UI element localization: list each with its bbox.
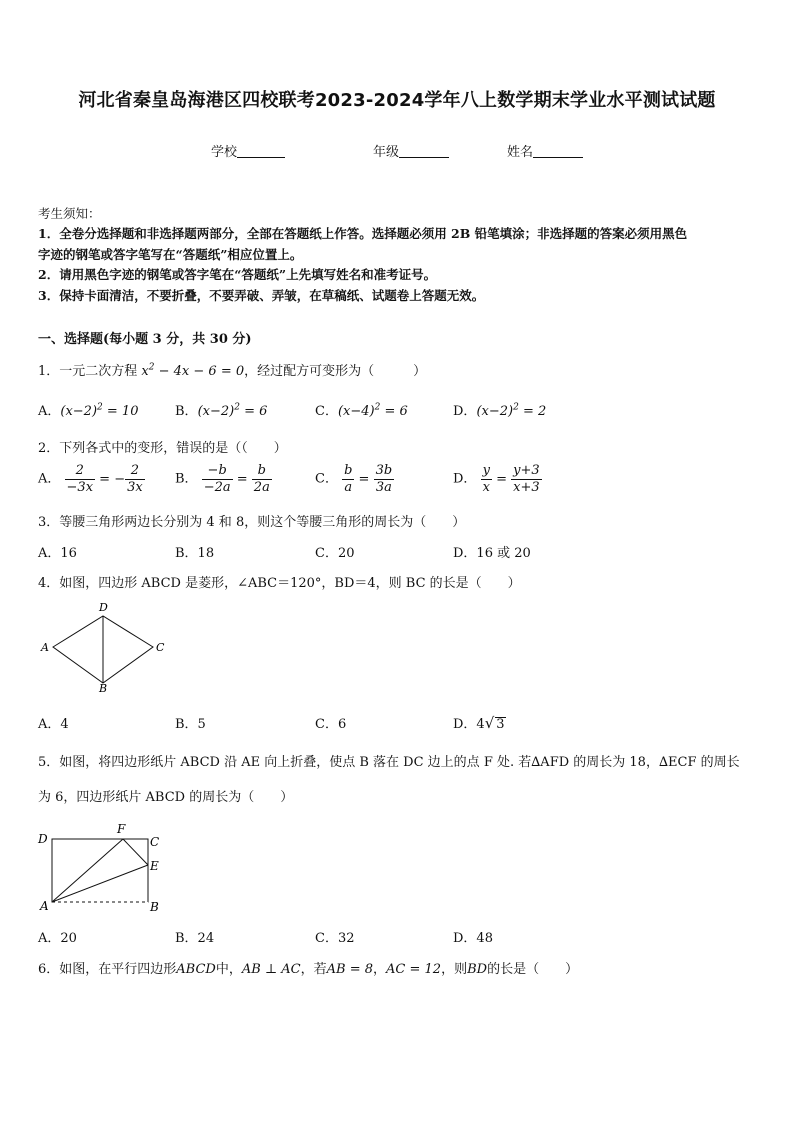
q1-option-d-math: $(x-2)^2 = 2$ xyxy=(476,402,547,419)
q2-option-c[interactable] xyxy=(315,463,394,495)
q1-option-a-label: A． xyxy=(38,404,61,419)
q1-suffix: ，经过配方可变形为（ ） xyxy=(244,364,427,379)
q6-suffix: 的长是（ ） xyxy=(487,962,579,977)
q4-option-d[interactable] xyxy=(453,713,506,732)
q6-ac: AC = 12 xyxy=(386,962,442,977)
question-2-stem: 2．下列各式中的变形，错误的是（（ ） xyxy=(38,441,287,456)
q5-option-c[interactable]: C．32 xyxy=(315,931,355,946)
segment-af xyxy=(52,839,123,902)
page-title: 河北省秦皇岛海港区四校联考2023-2024学年八上数学期末学业水平测试试题 xyxy=(78,90,716,111)
notice-item-2: 2．请用黑色字迹的钢笔或答字笔在“答题纸”上先填写姓名和准考证号。 xyxy=(38,267,437,282)
q3-option-c[interactable]: C．20 xyxy=(315,546,355,561)
q1-option-a-math: $(x-2)^2 = 10$ xyxy=(60,402,139,419)
q1-option-c-math: $(x-4)^2 = 6$ xyxy=(337,402,408,419)
label-b: B xyxy=(150,900,159,914)
notice-item-1b: 字迹的钢笔或答字笔写在“答题纸”相应位置上。 xyxy=(38,247,303,262)
q5-option-d[interactable]: D．48 xyxy=(453,931,493,946)
school-blank[interactable] xyxy=(237,144,285,158)
label-c: C xyxy=(156,641,165,654)
q2-option-b-math: $\frac{-b}{-2a}$ = $\frac{b}{2a}$ xyxy=(203,463,270,495)
q6-bd: BD xyxy=(467,962,488,977)
name-field xyxy=(507,141,583,160)
q4-option-d-prefix: D．4 xyxy=(453,717,485,732)
q6-mid3: ，则 xyxy=(441,962,468,977)
q4-option-b[interactable]: B．5 xyxy=(175,717,206,732)
notice-item-3: 3．保持卡面清洁，不要折叠，不要弄破、弄皱，在草稿纸、试题卷上答题无效。 xyxy=(38,288,485,303)
fold-figure xyxy=(36,820,166,915)
grade-field xyxy=(373,141,449,160)
notice-item-1a: 1．全卷分选择题和非选择题两部分，全部在答题纸上作答。选择题必须用 2B 铅笔填涂；非选择题的答案必须用黑色 xyxy=(38,226,688,241)
q1-equation: $x^2 - 4x - 6 = 0$ xyxy=(141,362,245,379)
name-label: 姓名 xyxy=(507,145,534,160)
label-a: A xyxy=(40,899,49,913)
q3-option-d[interactable]: D．16 或 20 xyxy=(453,546,531,561)
q1-option-b-label: B． xyxy=(175,404,198,419)
label-a: A xyxy=(41,641,49,654)
question-5-line-1: 5．如图，将四边形纸片 ABCD 沿 AE 向上折叠，使点 B 落在 DC 边上的点 F 处. 若∆AFD 的周长为 18，∆ECF 的周长 xyxy=(38,755,740,770)
notice-heading: 考生须知： xyxy=(38,206,101,221)
label-e: E xyxy=(150,859,159,873)
grade-blank[interactable] xyxy=(399,144,449,158)
q2-option-d[interactable] xyxy=(453,463,542,495)
question-4-stem: 4．如图，四边形 ABCD 是菱形，∠ABC＝120°，BD＝4，则 BC 的长是（ ） xyxy=(38,576,521,591)
label-b: B xyxy=(99,682,108,695)
q5-option-b[interactable]: B．24 xyxy=(175,931,215,946)
rhombus-figure xyxy=(38,600,173,695)
label-d: D xyxy=(99,601,108,614)
question-1-stem xyxy=(38,360,426,379)
q1-option-b-math: $(x-2)^2 = 6$ xyxy=(197,402,268,419)
question-3-stem: 3．等腰三角形两边长分别为 4 和 8，则这个等腰三角形的周长为（ ） xyxy=(38,515,466,530)
q2-option-d-math: $\frac{y}{x}$ = $\frac{y+3}{x+3}$ xyxy=(482,463,540,495)
q2-option-b-label: B． xyxy=(175,471,198,487)
school-field xyxy=(211,141,285,160)
segment-fe xyxy=(123,839,148,865)
q3-option-a[interactable]: A．16 xyxy=(38,546,77,561)
q1-prefix: 1．一元二次方程 xyxy=(38,364,138,379)
school-label: 学校 xyxy=(211,145,238,160)
q2-option-a-math: $\frac{2}{-3x}$ = − $\frac{2}{3x}$ xyxy=(66,463,143,495)
q5-option-a[interactable]: A．20 xyxy=(38,931,77,946)
q1-option-a[interactable] xyxy=(38,400,138,419)
q6-prefix: 6．如图，在平行四边形 xyxy=(38,962,177,977)
q6-mid1: 中， xyxy=(215,962,242,977)
name-blank[interactable] xyxy=(533,144,583,158)
q4-option-a[interactable]: A．4 xyxy=(38,717,69,732)
q1-option-c-label: C． xyxy=(315,404,338,419)
q6-ab: AB = 8 xyxy=(326,962,374,977)
q2-option-b[interactable] xyxy=(175,463,272,495)
q1-option-d[interactable] xyxy=(453,400,546,419)
q4-option-c[interactable]: C．6 xyxy=(315,717,347,732)
q2-option-c-math: $\frac{b}{a}$ = $\frac{3b}{3a}$ xyxy=(344,463,393,495)
q6-abcd: ABCD xyxy=(176,962,216,977)
grade-label: 年级 xyxy=(373,145,400,160)
q1-option-b[interactable] xyxy=(175,400,267,419)
question-5-line-2: 为 6，四边形纸片 ABCD 的周长为（ ） xyxy=(38,790,294,805)
q2-option-a-label: A． xyxy=(38,471,61,487)
q2-option-d-label: D． xyxy=(453,471,477,487)
q2-option-a[interactable] xyxy=(38,463,145,495)
section-heading: 一、选择题(每小题 3 分，共 30 分) xyxy=(38,332,252,347)
q1-option-c[interactable] xyxy=(315,400,408,419)
q1-option-d-label: D． xyxy=(453,404,477,419)
question-6-stem xyxy=(38,958,578,977)
q6-sep: ， xyxy=(373,962,387,977)
q6-mid2: ，若 xyxy=(300,962,327,977)
q6-perp: AB ⊥ AC xyxy=(241,962,301,977)
label-d: D xyxy=(38,832,48,846)
q3-option-b[interactable]: B．18 xyxy=(175,546,215,561)
label-f: F xyxy=(117,822,126,836)
segment-ae xyxy=(52,865,148,902)
q4-option-d-radicand: 3 xyxy=(496,717,505,732)
sqrt-sign: √ xyxy=(484,714,495,732)
q2-option-c-label: C． xyxy=(315,471,338,487)
label-c: C xyxy=(150,835,160,849)
